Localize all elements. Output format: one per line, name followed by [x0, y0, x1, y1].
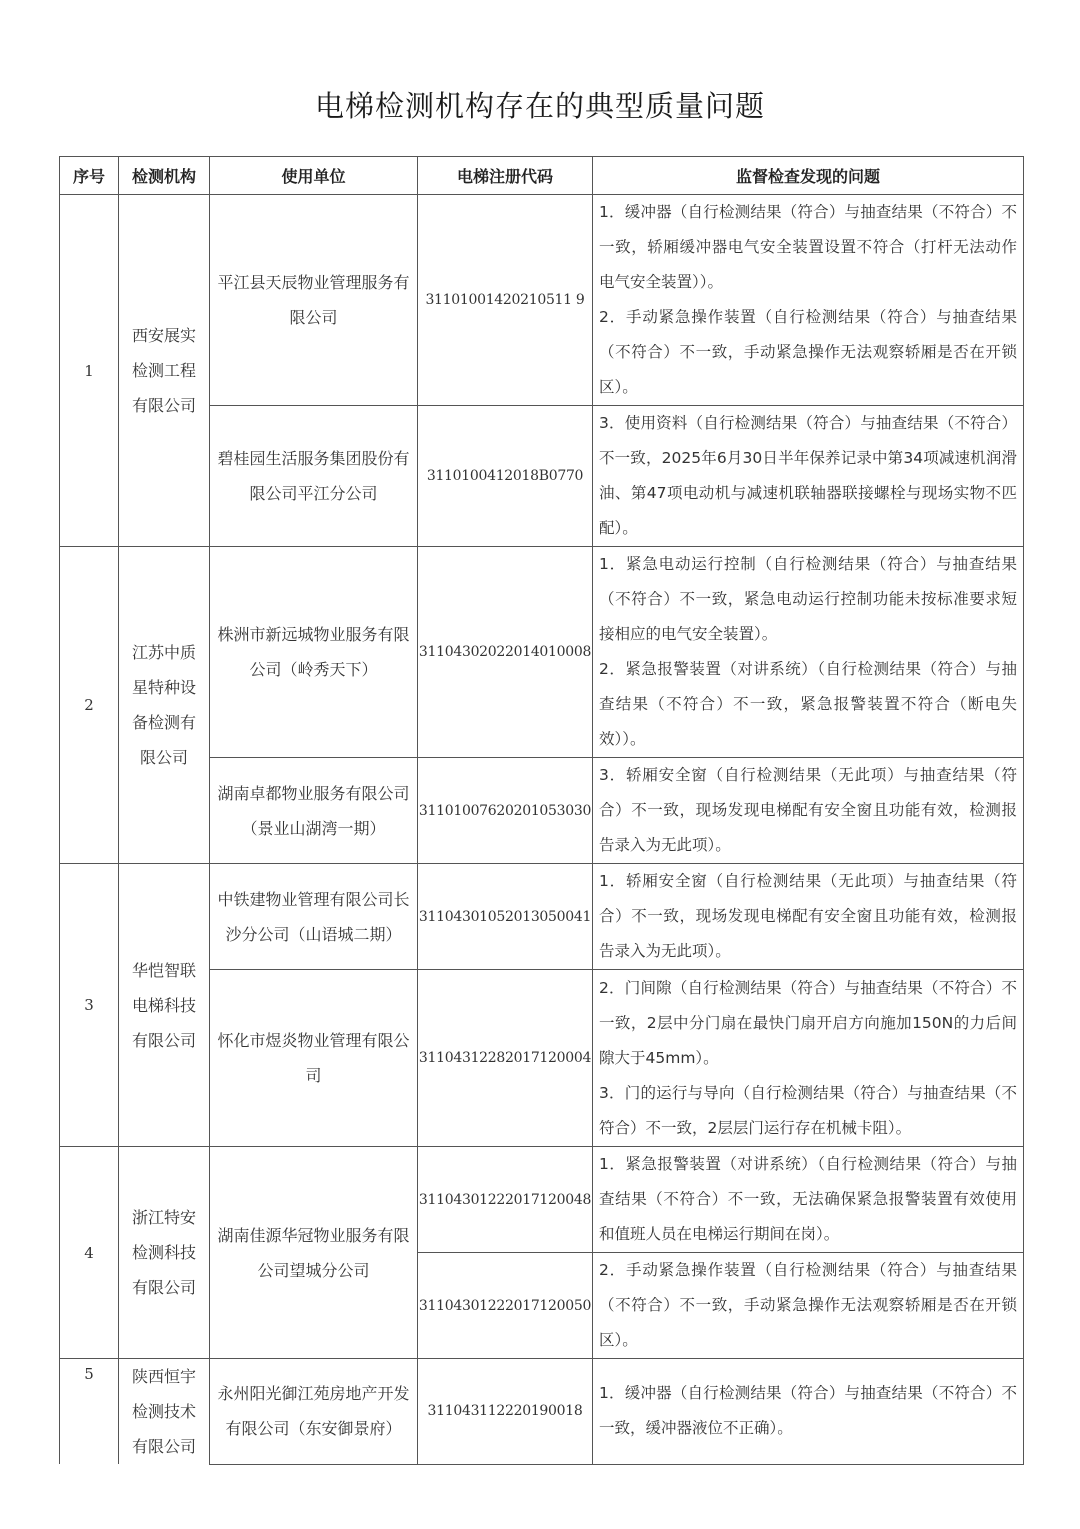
unit-cell: 株洲市新远城物业服务有限公司（岭秀天下） [210, 547, 418, 758]
org-cell [119, 1359, 210, 1465]
seq-cell: 1 [60, 195, 119, 547]
table-row [60, 864, 1024, 970]
issue-text: 3．轿厢安全窗（自行检测结果（无此项）与抽查结果（符合）不一致，现场发现电梯配有安全窗且功能有效，检测报告录入为无此项）。 [599, 766, 1017, 854]
seq-cell: 4 [60, 1147, 119, 1359]
unit-cell: 碧桂园生活服务集团股份有限公司平江分公司 [210, 406, 418, 547]
header-issues: 监督检查发现的问题 [593, 157, 1024, 195]
code-cell: 31104302022014010008 [418, 547, 593, 758]
code-cell: 31104301222017120048 [418, 1147, 593, 1253]
unit-cell: 平江县天辰物业管理服务有限公司 [210, 195, 418, 406]
seq-cell: 5 [60, 1359, 119, 1465]
header-org: 检测机构 [119, 157, 210, 195]
issue-cell [593, 1147, 1024, 1253]
issue-text: 2．门间隙（自行检测结果（符合）与抽查结果（不符合）不一致，2层中分门扇在最快门扇开启方向施加150N的力后间隙大于45mm）。 [599, 978, 1017, 1067]
unit-cell: 中铁建物业管理有限公司长沙分公司（山语城二期） [210, 864, 418, 970]
issue-text: 1．轿厢安全窗（自行检测结果（无此项）与抽查结果（符合）不一致，现场发现电梯配有安全窗且功能有效，检测报告录入为无此项）。 [599, 872, 1017, 960]
org-cell: 西安展实检测工程有限公司 [119, 195, 210, 547]
org-cell: 江苏中质星特种设备检测有限公司 [119, 547, 210, 864]
page-title: 电梯检测机构存在的典型质量问题 [314, 89, 765, 123]
issue-cell [593, 970, 1024, 1147]
issue-text: 1．缓冲器（自行检测结果（符合）与抽查结果（不符合）不一致，缓冲器液位不正确）。 [599, 1384, 1017, 1438]
issue-cell [593, 864, 1024, 970]
issue-text: 2．手动紧急操作装置（自行检测结果（符合）与抽查结果（不符合）不一致，手动紧急操作无法观察轿厢是否在开锁区）。 [599, 1261, 1017, 1349]
header-row [60, 157, 1024, 195]
code-cell: 31104301052013050041 [418, 864, 593, 970]
org-cell: 浙江特安检测科技有限公司 [119, 1147, 210, 1359]
code-cell: 31101001420210511 9 [418, 195, 593, 406]
unit-cell: 永州阳光御江苑房地产开发有限公司（东安御景府） [210, 1359, 418, 1465]
unit-cell: 湖南卓都物业服务有限公司（景业山湖湾一期） [210, 758, 418, 864]
code-cell: 31101007620201053030 [418, 758, 593, 864]
table-row [60, 1147, 1024, 1253]
unit-cell: 湖南佳源华冠物业服务有限公司望城分公司 [210, 1147, 418, 1359]
issue-cell [593, 1253, 1024, 1359]
code-cell: 31104301222017120050 [418, 1253, 593, 1359]
code-cell: 311043112220190018 [418, 1359, 593, 1465]
header-code: 电梯注册代码 [418, 157, 593, 195]
issue-text: 1．紧急报警装置（对讲系统）（自行检测结果（符合）与抽查结果（不符合）不一致，无法确保紧急报警装置有效使用和值班人员在电梯运行期间在岗）。 [599, 1155, 1017, 1243]
issue-text: 1．紧急电动运行控制（自行检测结果（符合）与抽查结果（不符合）不一致，紧急电动运行控制功能未按标准要求短接相应的电气安全装置）。 [599, 555, 1017, 643]
table-row [60, 195, 1024, 406]
issue-text: 2．手动紧急操作装置（自行检测结果（符合）与抽查结果（不符合）不一致，手动紧急操作无法观察轿厢是否在开锁区）。 [599, 308, 1017, 396]
org-text: 陕西恒宇检测技术有限公司 [131, 1367, 196, 1456]
issue-text: 2．紧急报警装置（对讲系统）（自行检测结果（符合）与抽查结果（不符合）不一致，紧急报警装置不符合（断电失效））。 [599, 660, 1017, 748]
header-unit: 使用单位 [210, 157, 418, 195]
issue-cell [593, 1359, 1024, 1465]
seq-cell: 3 [60, 864, 119, 1147]
issue-cell [593, 547, 1024, 758]
unit-cell: 怀化市煜炎物业管理有限公司 [210, 970, 418, 1147]
org-cell: 华恺智联电梯科技有限公司 [119, 864, 210, 1147]
issue-text: 3．使用资料（自行检测结果（符合）与抽查结果（不符合）不一致，2025年6月30日半年保养记录中第34项减速机润滑油、第47项电动机与减速机联轴器联接螺栓与现场实物不匹配）。 [599, 414, 1017, 537]
issue-text: 3．门的运行与导向（自行检测结果（符合）与抽查结果（不符合）不一致，2层层门运行存在机械卡阻）。 [599, 1083, 1017, 1137]
table-row [60, 1359, 1024, 1465]
seq-cell: 2 [60, 547, 119, 864]
issue-cell [593, 406, 1024, 547]
issue-cell [593, 195, 1024, 406]
issue-cell [593, 758, 1024, 864]
issue-text: 1．缓冲器（自行检测结果（符合）与抽查结果（不符合）不一致，轿厢缓冲器电气安全装置设置不符合（打杆无法动作电气安全装置））。 [599, 203, 1017, 291]
quality-issues-table [59, 156, 1024, 1465]
table-row [60, 547, 1024, 758]
code-cell: 3110100412018B0770 [418, 406, 593, 547]
header-seq: 序号 [60, 157, 119, 195]
code-cell: 31104312282017120004 [418, 970, 593, 1147]
